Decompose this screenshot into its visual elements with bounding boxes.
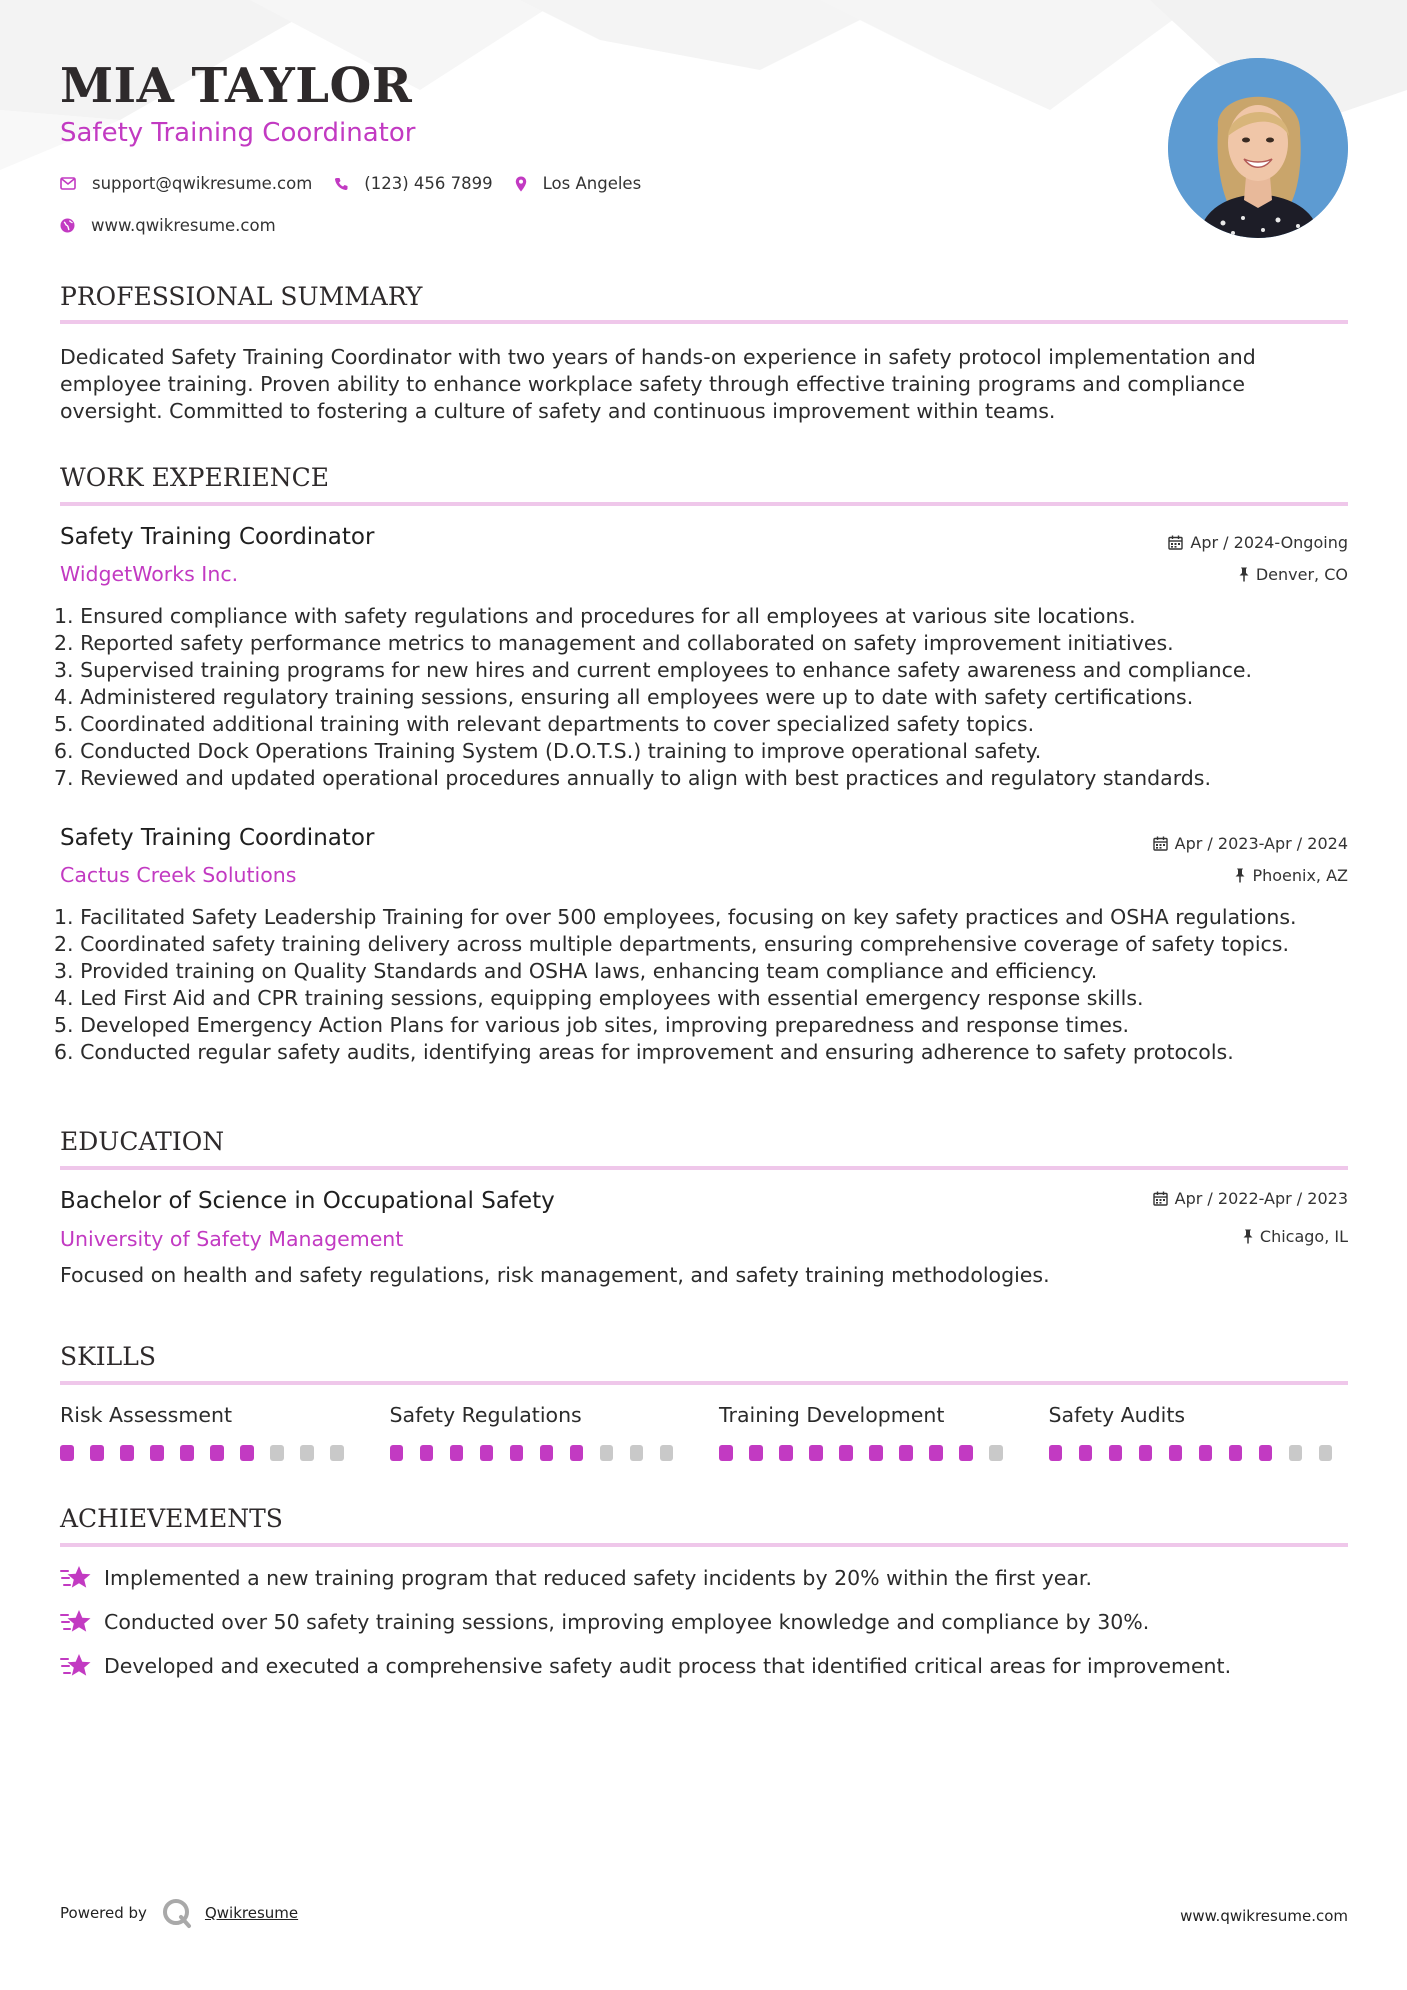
summary-heading: PROFESSIONAL SUMMARY (60, 282, 423, 311)
achievements-heading: ACHIEVEMENTS (60, 1504, 283, 1533)
skill-dot-filled (779, 1445, 793, 1461)
section-divider (60, 1543, 1348, 1547)
section-divider (60, 1166, 1348, 1170)
globe-icon (60, 218, 75, 233)
summary-line: oversight. Committed to fostering a culture of safety and continuous improvement within teams. (60, 399, 1056, 423)
skill-dot-filled (1049, 1445, 1063, 1461)
skill-dot-empty (660, 1445, 674, 1461)
calendar-icon (1153, 836, 1168, 851)
skill-dot-empty (600, 1445, 614, 1461)
job-bullets (54, 904, 1354, 1066)
skill-dot-filled (450, 1445, 464, 1461)
pushpin-icon (1243, 1229, 1253, 1244)
job-title: Safety Training Coordinator (60, 524, 375, 550)
skill-dot-empty (630, 1445, 644, 1461)
skill-name: Training Development (719, 1403, 945, 1427)
pushpin-icon (1239, 567, 1249, 582)
job-dates (1168, 533, 1348, 552)
skill-dot-filled (1079, 1445, 1093, 1461)
list-item: 6. Conducted regular safety audits, identifying areas for improvement and ensuring adherence to safety protocols. (54, 1040, 1234, 1064)
profile-photo (1168, 58, 1348, 238)
skill-dot-empty (1319, 1445, 1333, 1461)
list-item: 2. Reported safety performance metrics to management and collaborated on safety improvement initiatives. (54, 631, 1174, 655)
job-dates (1153, 834, 1348, 853)
website-row (60, 216, 298, 235)
skill-dot-filled (420, 1445, 434, 1461)
job-bullets (54, 603, 1354, 792)
skill-dot-filled (150, 1445, 164, 1461)
skill-dot-empty (270, 1445, 284, 1461)
list-item: 7. Reviewed and updated operational procedures annually to align with best practices and regulatory standards. (54, 766, 1211, 790)
education-dates (1153, 1189, 1348, 1208)
achievement-item (60, 1609, 1149, 1635)
summary-text (60, 344, 1348, 425)
phone-item[interactable] (334, 174, 492, 193)
skill-dot-filled (809, 1445, 823, 1461)
education-location (1243, 1227, 1348, 1246)
job-dates-text: Apr / 2024-Ongoing (1190, 533, 1348, 552)
achievement-item (60, 1565, 1092, 1591)
calendar-icon (1168, 535, 1183, 550)
skill-dot-filled (1109, 1445, 1123, 1461)
achievement-item (60, 1653, 1231, 1679)
list-item: 4. Led First Aid and CPR training sessions, equipping employees with essential emergency response skills. (54, 986, 1144, 1010)
skill-name: Risk Assessment (60, 1403, 232, 1427)
skill-item (390, 1403, 690, 1461)
skill-dot-filled (959, 1445, 973, 1461)
job-location (1235, 866, 1348, 885)
skill-dot-filled (899, 1445, 913, 1461)
candidate-role: Safety Training Coordinator (60, 118, 416, 148)
skill-dot-filled (180, 1445, 194, 1461)
list-item: 6. Conducted Dock Operations Training System (D.O.T.S.) training to improve operational safety. (54, 739, 1042, 763)
skill-dot-empty (330, 1445, 344, 1461)
skill-rating (1049, 1445, 1349, 1461)
skill-dot-filled (240, 1445, 254, 1461)
phone-icon (334, 177, 348, 191)
skill-dot-filled (1169, 1445, 1183, 1461)
skill-dot-filled (839, 1445, 853, 1461)
skill-dot-filled (749, 1445, 763, 1461)
skill-dot-filled (390, 1445, 404, 1461)
email-text: support@qwikresume.com (92, 174, 313, 193)
shooting-star-icon (60, 1653, 92, 1679)
skill-dot-filled (1139, 1445, 1153, 1461)
skill-rating (390, 1445, 690, 1461)
skill-rating (719, 1445, 1019, 1461)
achievement-text: Conducted over 50 safety training sessions, improving employee knowledge and compliance by 30%. (104, 1610, 1150, 1634)
section-divider (60, 502, 1348, 506)
contact-row (60, 174, 663, 193)
mail-icon (60, 177, 76, 190)
skill-dot-filled (120, 1445, 134, 1461)
list-item: 4. Administered regulatory training sessions, ensuring all employees were up to date with safety certifications. (54, 685, 1194, 709)
location-item (515, 174, 642, 193)
skills-heading: SKILLS (60, 1342, 157, 1371)
candidate-name: MIA TAYLOR (60, 58, 413, 114)
location-pin-icon (515, 176, 527, 192)
skill-item (60, 1403, 360, 1461)
powered-by-text: Powered by (60, 1904, 147, 1922)
skill-dot-filled (1199, 1445, 1213, 1461)
list-item: 2. Coordinated safety training delivery across multiple departments, ensuring comprehensive coverage of safety topics. (54, 932, 1289, 956)
summary-line: employee training. Proven ability to enhance workplace safety through effective training programs and compliance (60, 372, 1245, 396)
section-divider (60, 1381, 1348, 1385)
education-location-text: Chicago, IL (1259, 1227, 1348, 1246)
skill-dot-filled (1259, 1445, 1273, 1461)
skill-name: Safety Regulations (389, 1403, 582, 1427)
company-name: WidgetWorks Inc. (60, 562, 239, 586)
shooting-star-icon (60, 1565, 92, 1591)
skill-dot-filled (929, 1445, 943, 1461)
calendar-icon (1153, 1191, 1168, 1206)
pushpin-icon (1235, 868, 1245, 883)
education-heading: EDUCATION (60, 1127, 225, 1156)
footer-url[interactable]: www.qwikresume.com (1180, 1907, 1348, 1925)
education-description: Focused on health and safety regulations, risk management, and safety training methodologies. (60, 1263, 1050, 1287)
phone-text: (123) 456 7899 (364, 174, 493, 193)
skill-dot-filled (869, 1445, 883, 1461)
skill-dot-filled (60, 1445, 74, 1461)
education-dates-text: Apr / 2022-Apr / 2023 (1174, 1189, 1348, 1208)
skill-rating (60, 1445, 360, 1461)
skill-dot-empty (1289, 1445, 1303, 1461)
skill-dot-empty (989, 1445, 1003, 1461)
skill-item (1049, 1403, 1349, 1461)
skill-dot-filled (540, 1445, 554, 1461)
website-item[interactable] (60, 216, 276, 235)
job-location-text: Phoenix, AZ (1252, 866, 1348, 885)
list-item: 3. Provided training on Quality Standards and OSHA laws, enhancing team compliance and efficiency. (54, 959, 1098, 983)
skill-dot-filled (1229, 1445, 1243, 1461)
company-name: Cactus Creek Solutions (60, 863, 297, 887)
skill-dot-filled (719, 1445, 733, 1461)
skill-name: Safety Audits (1048, 1403, 1186, 1427)
skill-dot-filled (480, 1445, 494, 1461)
job-dates-text: Apr / 2023-Apr / 2024 (1174, 834, 1348, 853)
location-text: Los Angeles (542, 174, 642, 193)
list-item: 5. Developed Emergency Action Plans for various job sites, improving preparedness and response times. (54, 1013, 1130, 1037)
experience-heading: WORK EXPERIENCE (60, 463, 329, 492)
list-item: 1. Ensured compliance with safety regulations and procedures for all employees at various site locations. (54, 604, 1136, 628)
shooting-star-icon (60, 1609, 92, 1635)
skill-item (719, 1403, 1019, 1461)
qwikresume-link[interactable]: Qwikresume (204, 1904, 299, 1922)
achievement-text: Implemented a new training program that reduced safety incidents by 20% within the first year. (104, 1566, 1092, 1590)
summary-line: Dedicated Safety Training Coordinator with two years of hands-on experience in safety protocol implementation and (60, 345, 1256, 369)
section-divider (60, 320, 1348, 324)
skill-dot-filled (210, 1445, 224, 1461)
degree-title: Bachelor of Science in Occupational Safety (60, 1188, 555, 1214)
website-text: www.qwikresume.com (91, 216, 276, 235)
list-item: 1. Facilitated Safety Leadership Training for over 500 employees, focusing on key safety practices and OSHA regulations. (54, 905, 1297, 929)
skill-dot-filled (90, 1445, 104, 1461)
footer-powered-by (60, 1897, 298, 1929)
list-item: 3. Supervised training programs for new hires and current employees to enhance safety awareness and compliance. (54, 658, 1253, 682)
skill-dot-empty (300, 1445, 314, 1461)
job-location-text: Denver, CO (1255, 565, 1348, 584)
job-title: Safety Training Coordinator (60, 825, 375, 851)
list-item: 5. Coordinated additional training with relevant departments to cover specialized safety topics. (54, 712, 1035, 736)
skill-dot-filled (510, 1445, 524, 1461)
school-name: University of Safety Management (60, 1227, 404, 1251)
achievement-text: Developed and executed a comprehensive safety audit process that identified critical areas for improvement. (104, 1654, 1232, 1678)
email-item[interactable] (60, 174, 312, 193)
job-location (1239, 565, 1348, 584)
skill-dot-filled (570, 1445, 584, 1461)
qwikresume-logo-icon (161, 1897, 193, 1929)
